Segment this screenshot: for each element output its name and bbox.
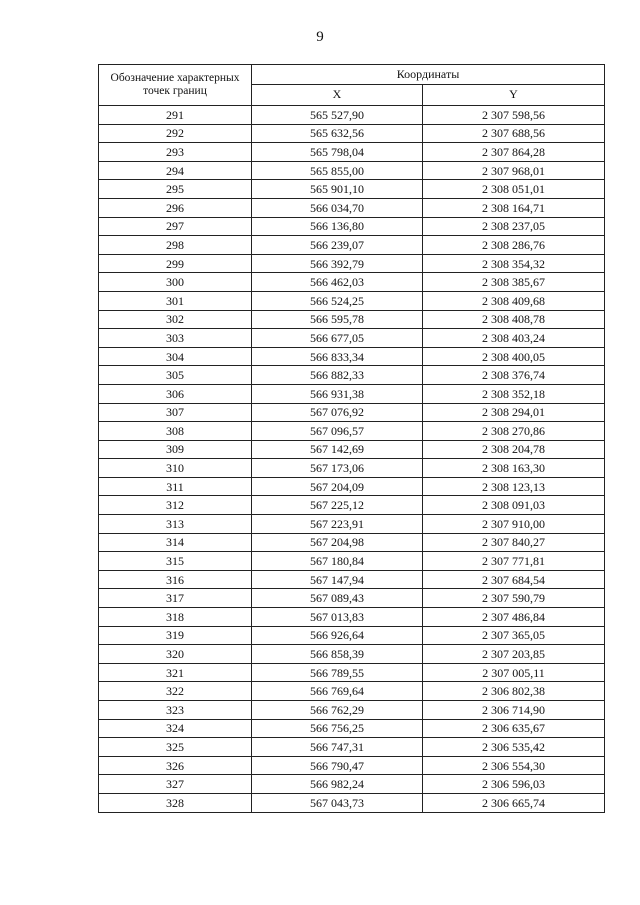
point-cell: 305 xyxy=(99,366,252,385)
y-coordinate-cell: 2 308 385,67 xyxy=(423,273,605,292)
y-coordinate-cell: 2 308 164,71 xyxy=(423,198,605,217)
point-cell: 310 xyxy=(99,459,252,478)
point-cell: 313 xyxy=(99,515,252,534)
table-row xyxy=(99,738,605,757)
table-row xyxy=(99,217,605,236)
y-coordinate-cell: 2 308 408,78 xyxy=(423,310,605,329)
x-coordinate-cell: 566 790,47 xyxy=(252,756,423,775)
x-coordinate-cell: 566 982,24 xyxy=(252,775,423,794)
y-coordinate-cell: 2 307 910,00 xyxy=(423,515,605,534)
x-coordinate-cell: 565 527,90 xyxy=(252,106,423,125)
x-coordinate-cell: 566 136,80 xyxy=(252,217,423,236)
table-row xyxy=(99,682,605,701)
x-coordinate-cell: 565 798,04 xyxy=(252,143,423,162)
x-coordinate-cell: 567 204,09 xyxy=(252,477,423,496)
x-coordinate-cell: 567 076,92 xyxy=(252,403,423,422)
y-coordinate-cell: 2 307 684,54 xyxy=(423,570,605,589)
y-coordinate-cell: 2 308 270,86 xyxy=(423,422,605,441)
point-cell: 301 xyxy=(99,291,252,310)
x-coordinate-cell: 566 524,25 xyxy=(252,291,423,310)
table-row xyxy=(99,496,605,515)
y-coordinate-cell: 2 307 590,79 xyxy=(423,589,605,608)
x-coordinate-cell: 567 225,12 xyxy=(252,496,423,515)
point-cell: 292 xyxy=(99,124,252,143)
point-cell: 294 xyxy=(99,161,252,180)
table-row xyxy=(99,403,605,422)
x-coordinate-cell: 566 239,07 xyxy=(252,236,423,255)
point-cell: 323 xyxy=(99,701,252,720)
y-coordinate-cell: 2 308 354,32 xyxy=(423,254,605,273)
table-row xyxy=(99,347,605,366)
x-coordinate-cell: 566 677,05 xyxy=(252,329,423,348)
y-coordinate-cell: 2 308 294,01 xyxy=(423,403,605,422)
y-coordinate-cell: 2 306 635,67 xyxy=(423,719,605,738)
x-coordinate-cell: 566 747,31 xyxy=(252,738,423,757)
table-row xyxy=(99,775,605,794)
y-coordinate-cell: 2 307 365,05 xyxy=(423,626,605,645)
y-coordinate-cell: 2 306 802,38 xyxy=(423,682,605,701)
table-row xyxy=(99,180,605,199)
y-coordinate-cell: 2 307 968,01 xyxy=(423,161,605,180)
x-coordinate-cell: 567 180,84 xyxy=(252,552,423,571)
table-row xyxy=(99,589,605,608)
x-coordinate-cell: 567 089,43 xyxy=(252,589,423,608)
point-cell: 296 xyxy=(99,198,252,217)
y-coordinate-cell: 2 306 665,74 xyxy=(423,793,605,812)
point-cell: 304 xyxy=(99,347,252,366)
point-cell: 300 xyxy=(99,273,252,292)
table-row xyxy=(99,756,605,775)
y-coordinate-cell: 2 306 596,03 xyxy=(423,775,605,794)
point-cell: 315 xyxy=(99,552,252,571)
x-coordinate-cell: 566 392,79 xyxy=(252,254,423,273)
x-coordinate-cell: 566 595,78 xyxy=(252,310,423,329)
table-row xyxy=(99,310,605,329)
table-row xyxy=(99,719,605,738)
table-row xyxy=(99,552,605,571)
table-row xyxy=(99,198,605,217)
y-coordinate-cell: 2 306 535,42 xyxy=(423,738,605,757)
y-coordinate-cell: 2 307 840,27 xyxy=(423,533,605,552)
x-coordinate-cell: 566 462,03 xyxy=(252,273,423,292)
y-coordinate-cell: 2 306 714,90 xyxy=(423,701,605,720)
point-cell: 293 xyxy=(99,143,252,162)
x-coordinate-cell: 566 926,64 xyxy=(252,626,423,645)
x-coordinate-cell: 565 632,56 xyxy=(252,124,423,143)
y-coordinate-cell: 2 308 051,01 xyxy=(423,180,605,199)
point-cell: 320 xyxy=(99,645,252,664)
point-cell: 322 xyxy=(99,682,252,701)
y-coordinate-cell: 2 308 204,78 xyxy=(423,440,605,459)
point-cell: 326 xyxy=(99,756,252,775)
point-cell: 312 xyxy=(99,496,252,515)
y-coordinate-cell: 2 308 091,03 xyxy=(423,496,605,515)
x-coordinate-cell: 566 858,39 xyxy=(252,645,423,664)
table-row xyxy=(99,384,605,403)
x-coordinate-cell: 567 204,98 xyxy=(252,533,423,552)
point-cell: 316 xyxy=(99,570,252,589)
table-row xyxy=(99,236,605,255)
y-coordinate-cell: 2 306 554,30 xyxy=(423,756,605,775)
point-cell: 328 xyxy=(99,793,252,812)
y-coordinate-cell: 2 308 123,13 xyxy=(423,477,605,496)
table-row xyxy=(99,440,605,459)
x-coordinate-cell: 567 013,83 xyxy=(252,608,423,627)
point-cell: 314 xyxy=(99,533,252,552)
y-coordinate-cell: 2 307 203,85 xyxy=(423,645,605,664)
y-coordinate-cell: 2 308 400,05 xyxy=(423,347,605,366)
x-coordinate-cell: 566 833,34 xyxy=(252,347,423,366)
x-coordinate-cell: 565 901,10 xyxy=(252,180,423,199)
point-cell: 295 xyxy=(99,180,252,199)
coordinates-group-header: Координаты xyxy=(252,65,605,85)
table-row xyxy=(99,273,605,292)
table-row xyxy=(99,533,605,552)
table-row xyxy=(99,477,605,496)
point-cell: 317 xyxy=(99,589,252,608)
point-cell: 306 xyxy=(99,384,252,403)
x-coordinate-cell: 567 223,91 xyxy=(252,515,423,534)
point-cell: 297 xyxy=(99,217,252,236)
y-coordinate-cell: 2 307 598,56 xyxy=(423,106,605,125)
x-coordinate-cell: 566 762,29 xyxy=(252,701,423,720)
table-row xyxy=(99,570,605,589)
table-row xyxy=(99,515,605,534)
table-row xyxy=(99,645,605,664)
point-cell: 302 xyxy=(99,310,252,329)
point-cell: 308 xyxy=(99,422,252,441)
point-cell: 311 xyxy=(99,477,252,496)
table-row xyxy=(99,663,605,682)
point-cell: 309 xyxy=(99,440,252,459)
x-coordinate-cell: 567 096,57 xyxy=(252,422,423,441)
y-column-header: Y xyxy=(423,84,605,105)
y-coordinate-cell: 2 308 376,74 xyxy=(423,366,605,385)
point-cell: 321 xyxy=(99,663,252,682)
point-cell: 327 xyxy=(99,775,252,794)
table-row xyxy=(99,701,605,720)
point-cell: 324 xyxy=(99,719,252,738)
y-coordinate-cell: 2 308 237,05 xyxy=(423,217,605,236)
point-cell: 303 xyxy=(99,329,252,348)
x-coordinate-cell: 566 034,70 xyxy=(252,198,423,217)
y-coordinate-cell: 2 308 409,68 xyxy=(423,291,605,310)
x-coordinate-cell: 566 756,25 xyxy=(252,719,423,738)
table-row xyxy=(99,143,605,162)
point-cell: 319 xyxy=(99,626,252,645)
point-cell: 325 xyxy=(99,738,252,757)
x-coordinate-cell: 567 043,73 xyxy=(252,793,423,812)
point-cell: 307 xyxy=(99,403,252,422)
y-coordinate-cell: 2 308 352,18 xyxy=(423,384,605,403)
y-coordinate-cell: 2 308 286,76 xyxy=(423,236,605,255)
table-row xyxy=(99,793,605,812)
x-coordinate-cell: 566 769,64 xyxy=(252,682,423,701)
table-row xyxy=(99,422,605,441)
x-coordinate-cell: 567 173,06 xyxy=(252,459,423,478)
page-number: 9 xyxy=(316,29,324,45)
table-row xyxy=(99,291,605,310)
y-coordinate-cell: 2 307 486,84 xyxy=(423,608,605,627)
y-coordinate-cell: 2 307 864,28 xyxy=(423,143,605,162)
y-coordinate-cell: 2 307 688,56 xyxy=(423,124,605,143)
table-row xyxy=(99,366,605,385)
table-body xyxy=(99,106,605,813)
table-row xyxy=(99,608,605,627)
point-cell: 299 xyxy=(99,254,252,273)
point-cell: 318 xyxy=(99,608,252,627)
x-coordinate-cell: 566 882,33 xyxy=(252,366,423,385)
table-row xyxy=(99,626,605,645)
point-cell: 298 xyxy=(99,236,252,255)
table-row xyxy=(99,254,605,273)
x-coordinate-cell: 567 147,94 xyxy=(252,570,423,589)
x-column-header: X xyxy=(252,84,423,105)
table-row xyxy=(99,329,605,348)
x-coordinate-cell: 566 931,38 xyxy=(252,384,423,403)
x-coordinate-cell: 565 855,00 xyxy=(252,161,423,180)
point-column-header: Обозначение характерных точек границ xyxy=(99,65,252,106)
table-row xyxy=(99,124,605,143)
point-cell: 291 xyxy=(99,106,252,125)
table-row xyxy=(99,161,605,180)
y-coordinate-cell: 2 307 771,81 xyxy=(423,552,605,571)
x-coordinate-cell: 566 789,55 xyxy=(252,663,423,682)
y-coordinate-cell: 2 308 163,30 xyxy=(423,459,605,478)
boundary-coordinates-table xyxy=(98,64,605,813)
y-coordinate-cell: 2 307 005,11 xyxy=(423,663,605,682)
table-row xyxy=(99,106,605,125)
x-coordinate-cell: 567 142,69 xyxy=(252,440,423,459)
y-coordinate-cell: 2 308 403,24 xyxy=(423,329,605,348)
table-row xyxy=(99,459,605,478)
table-header xyxy=(99,65,605,106)
